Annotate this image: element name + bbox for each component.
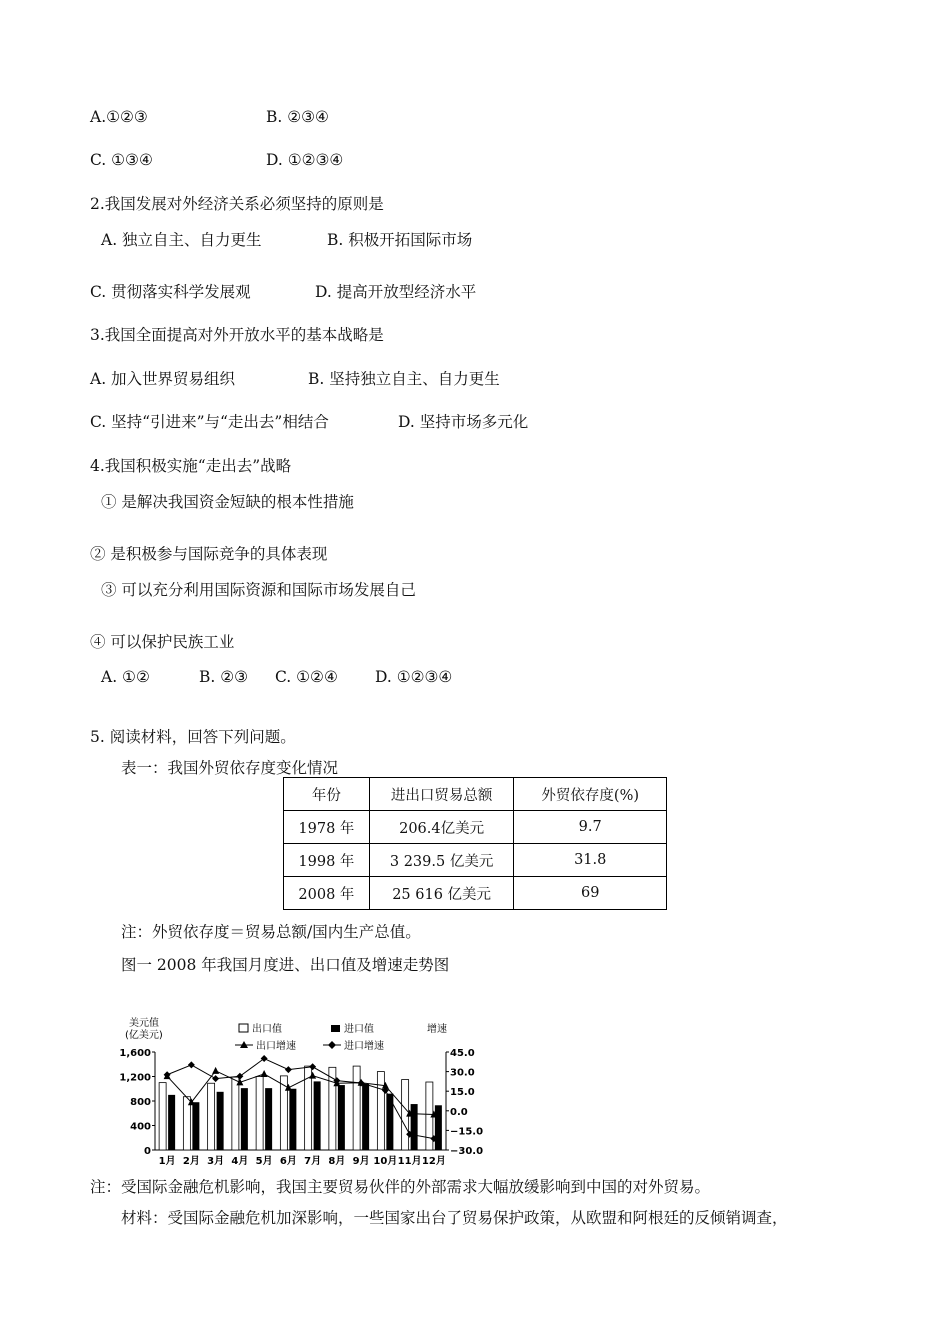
chart-note: 注：受国际金融危机影响，我国主要贸易伙伴的外部需求大幅放缓影响到中国的对外贸易。: [90, 1178, 711, 1196]
category-label: 8月: [328, 1156, 346, 1167]
q1-option-c: C. ①③④: [90, 151, 153, 169]
right-axis-label: 增速: [427, 1024, 447, 1035]
category-label: 11月: [397, 1156, 422, 1167]
left-tick-label: 400: [130, 1121, 151, 1133]
q4-statement-2: ② 是积极参与国际竞争的具体表现: [90, 545, 328, 563]
bar-export: [208, 1083, 215, 1150]
left-tick-label: 1,600: [119, 1048, 151, 1059]
category-label: 6月: [279, 1156, 297, 1167]
bar-import: [241, 1088, 248, 1150]
q4-statement-1: ① 是解决我国资金短缺的根本性措施: [101, 493, 354, 511]
bar-import: [168, 1095, 175, 1150]
material-text: 材料：受国际金融危机加深影响，一些国家出台了贸易保护政策，从欧盟和阿根廷的反倾销调查，: [121, 1209, 788, 1227]
table-cell: 31.8: [514, 844, 667, 877]
point-export-growth: [261, 1070, 268, 1077]
bar-import: [289, 1089, 296, 1150]
bar-import: [192, 1102, 199, 1150]
bar-import: [217, 1092, 224, 1150]
left-tick-label: 800: [130, 1097, 151, 1108]
legend-swatch-import: [331, 1025, 340, 1032]
q1-options: [90, 107, 329, 127]
line-import-growth: [167, 1059, 434, 1139]
category-label: 2月: [182, 1156, 200, 1167]
bar-import: [411, 1104, 418, 1150]
table-cell: 1978 年: [284, 811, 370, 844]
line-export-growth: [167, 1071, 434, 1115]
q4-option-c: C. ①②④: [275, 668, 338, 686]
category-label: 7月: [304, 1156, 322, 1167]
category-label: 1月: [158, 1156, 176, 1167]
point-import-growth: [212, 1075, 219, 1082]
bar-export: [377, 1072, 384, 1150]
q1-option-a: A.①②③: [90, 108, 148, 126]
table-header: 外贸依存度(%): [514, 778, 667, 811]
q2-question: 2.我国发展对外经济关系必须坚持的原则是: [90, 195, 384, 213]
category-label: 4月: [231, 1156, 249, 1167]
q4-question: 4.我国积极实施“走出去”战略: [90, 457, 292, 475]
q2-option-a: A. 独立自主、自力更生: [101, 231, 262, 249]
right-tick-label: 30.0: [450, 1067, 475, 1079]
q1-options-2: [90, 150, 343, 170]
table-header: 进出口贸易总额: [369, 778, 514, 811]
category-label: 10月: [373, 1156, 398, 1167]
bar-export: [232, 1077, 239, 1150]
left-axis-label: 美元值: [129, 1018, 159, 1029]
table-row: [284, 844, 667, 877]
point-import-growth: [285, 1066, 292, 1073]
category-label: 12月: [421, 1156, 446, 1167]
right-tick-label: −15.0: [450, 1126, 484, 1138]
q2-options-2: [90, 282, 476, 302]
table-row: [284, 811, 667, 844]
table-title: 表一：我国外贸依存度变化情况: [121, 759, 339, 777]
left-tick-label: 0: [144, 1146, 151, 1157]
q3-option-b: B. 坚持独立自主、自力更生: [308, 370, 500, 388]
point-import-growth: [261, 1055, 268, 1062]
point-import-growth: [188, 1061, 195, 1068]
table-cell: 69: [514, 877, 667, 910]
q2-option-b: B. 积极开拓国际市场: [327, 231, 473, 249]
q1-option-d: D. ①②③④: [266, 151, 344, 169]
table-cell: 9.7: [514, 811, 667, 844]
chart-legend: [235, 1022, 384, 1052]
monthly-trade-chart: [119, 1014, 485, 1168]
q2-option-d: D. 提高开放型经济水平: [315, 283, 477, 301]
legend-swatch-export: [239, 1024, 248, 1032]
table-note: 注：外贸依存度＝贸易总额/国内生产总值。: [121, 923, 421, 941]
legend-label: 出口增速: [256, 1041, 296, 1052]
trade-dependency-table: [283, 777, 667, 910]
q4-statement-3: ③ 可以充分利用国际资源和国际市场发展自己: [101, 581, 416, 599]
q2-options: [101, 230, 472, 250]
bar-export: [353, 1066, 360, 1150]
q1-option-b: B. ②③④: [266, 108, 329, 126]
left-tick-label: 1,200: [119, 1072, 151, 1084]
q4-option-d: D. ①②③④: [375, 668, 453, 686]
category-label: 5月: [255, 1156, 273, 1167]
q4-options: [101, 667, 452, 687]
point-export-growth: [212, 1067, 219, 1074]
table-cell: 2008 年: [284, 877, 370, 910]
category-label: 3月: [207, 1156, 225, 1167]
right-tick-label: 45.0: [450, 1048, 475, 1059]
legend-label: 出口值: [252, 1024, 282, 1035]
q4-statement-4: ④ 可以保护民族工业: [90, 633, 235, 651]
q4-option-b: B. ②③: [199, 668, 249, 686]
table-header-row: [284, 778, 667, 811]
table-header: 年份: [284, 778, 370, 811]
q3-option-c: C. 坚持“引进来”与“走出去”相结合: [90, 413, 329, 431]
bar-import: [362, 1084, 369, 1150]
chart-title: 图一 2008 年我国月度进、出口值及增速走势图: [121, 956, 450, 974]
right-tick-label: −30.0: [450, 1146, 484, 1157]
chart-plot-area: [119, 1048, 483, 1167]
q4-option-a: A. ①②: [101, 668, 150, 686]
legend-marker-diamond: [328, 1041, 336, 1049]
q3-options: [90, 369, 500, 389]
legend-label: 进口增速: [344, 1041, 384, 1052]
category-label: 9月: [352, 1156, 370, 1167]
q3-option-a: A. 加入世界贸易组织: [90, 370, 236, 388]
q3-options-2: [90, 412, 528, 432]
bar-import: [314, 1081, 321, 1150]
legend-label: 进口值: [344, 1024, 374, 1035]
right-tick-label: 0.0: [450, 1106, 468, 1118]
q2-option-c: C. 贯彻落实科学发展观: [90, 283, 251, 301]
q3-option-d: D. 坚持市场多元化: [398, 413, 529, 431]
q3-question: 3.我国全面提高对外开放水平的基本战略是: [90, 326, 384, 344]
bar-import: [338, 1085, 345, 1150]
bar-export: [159, 1083, 166, 1150]
table-cell: 25 616 亿美元: [369, 877, 514, 910]
bar-import: [265, 1088, 272, 1150]
q5-question: 5. 阅读材料，回答下列问题。: [90, 728, 296, 746]
table-cell: 206.4亿美元: [369, 811, 514, 844]
table-cell: 1998 年: [284, 844, 370, 877]
table-row: [284, 877, 667, 910]
bar-export: [256, 1077, 263, 1151]
right-tick-label: 15.0: [450, 1087, 475, 1099]
bar-import: [435, 1105, 442, 1150]
left-axis-unit: (亿美元): [125, 1030, 163, 1041]
table-cell: 3 239.5 亿美元: [369, 844, 514, 877]
